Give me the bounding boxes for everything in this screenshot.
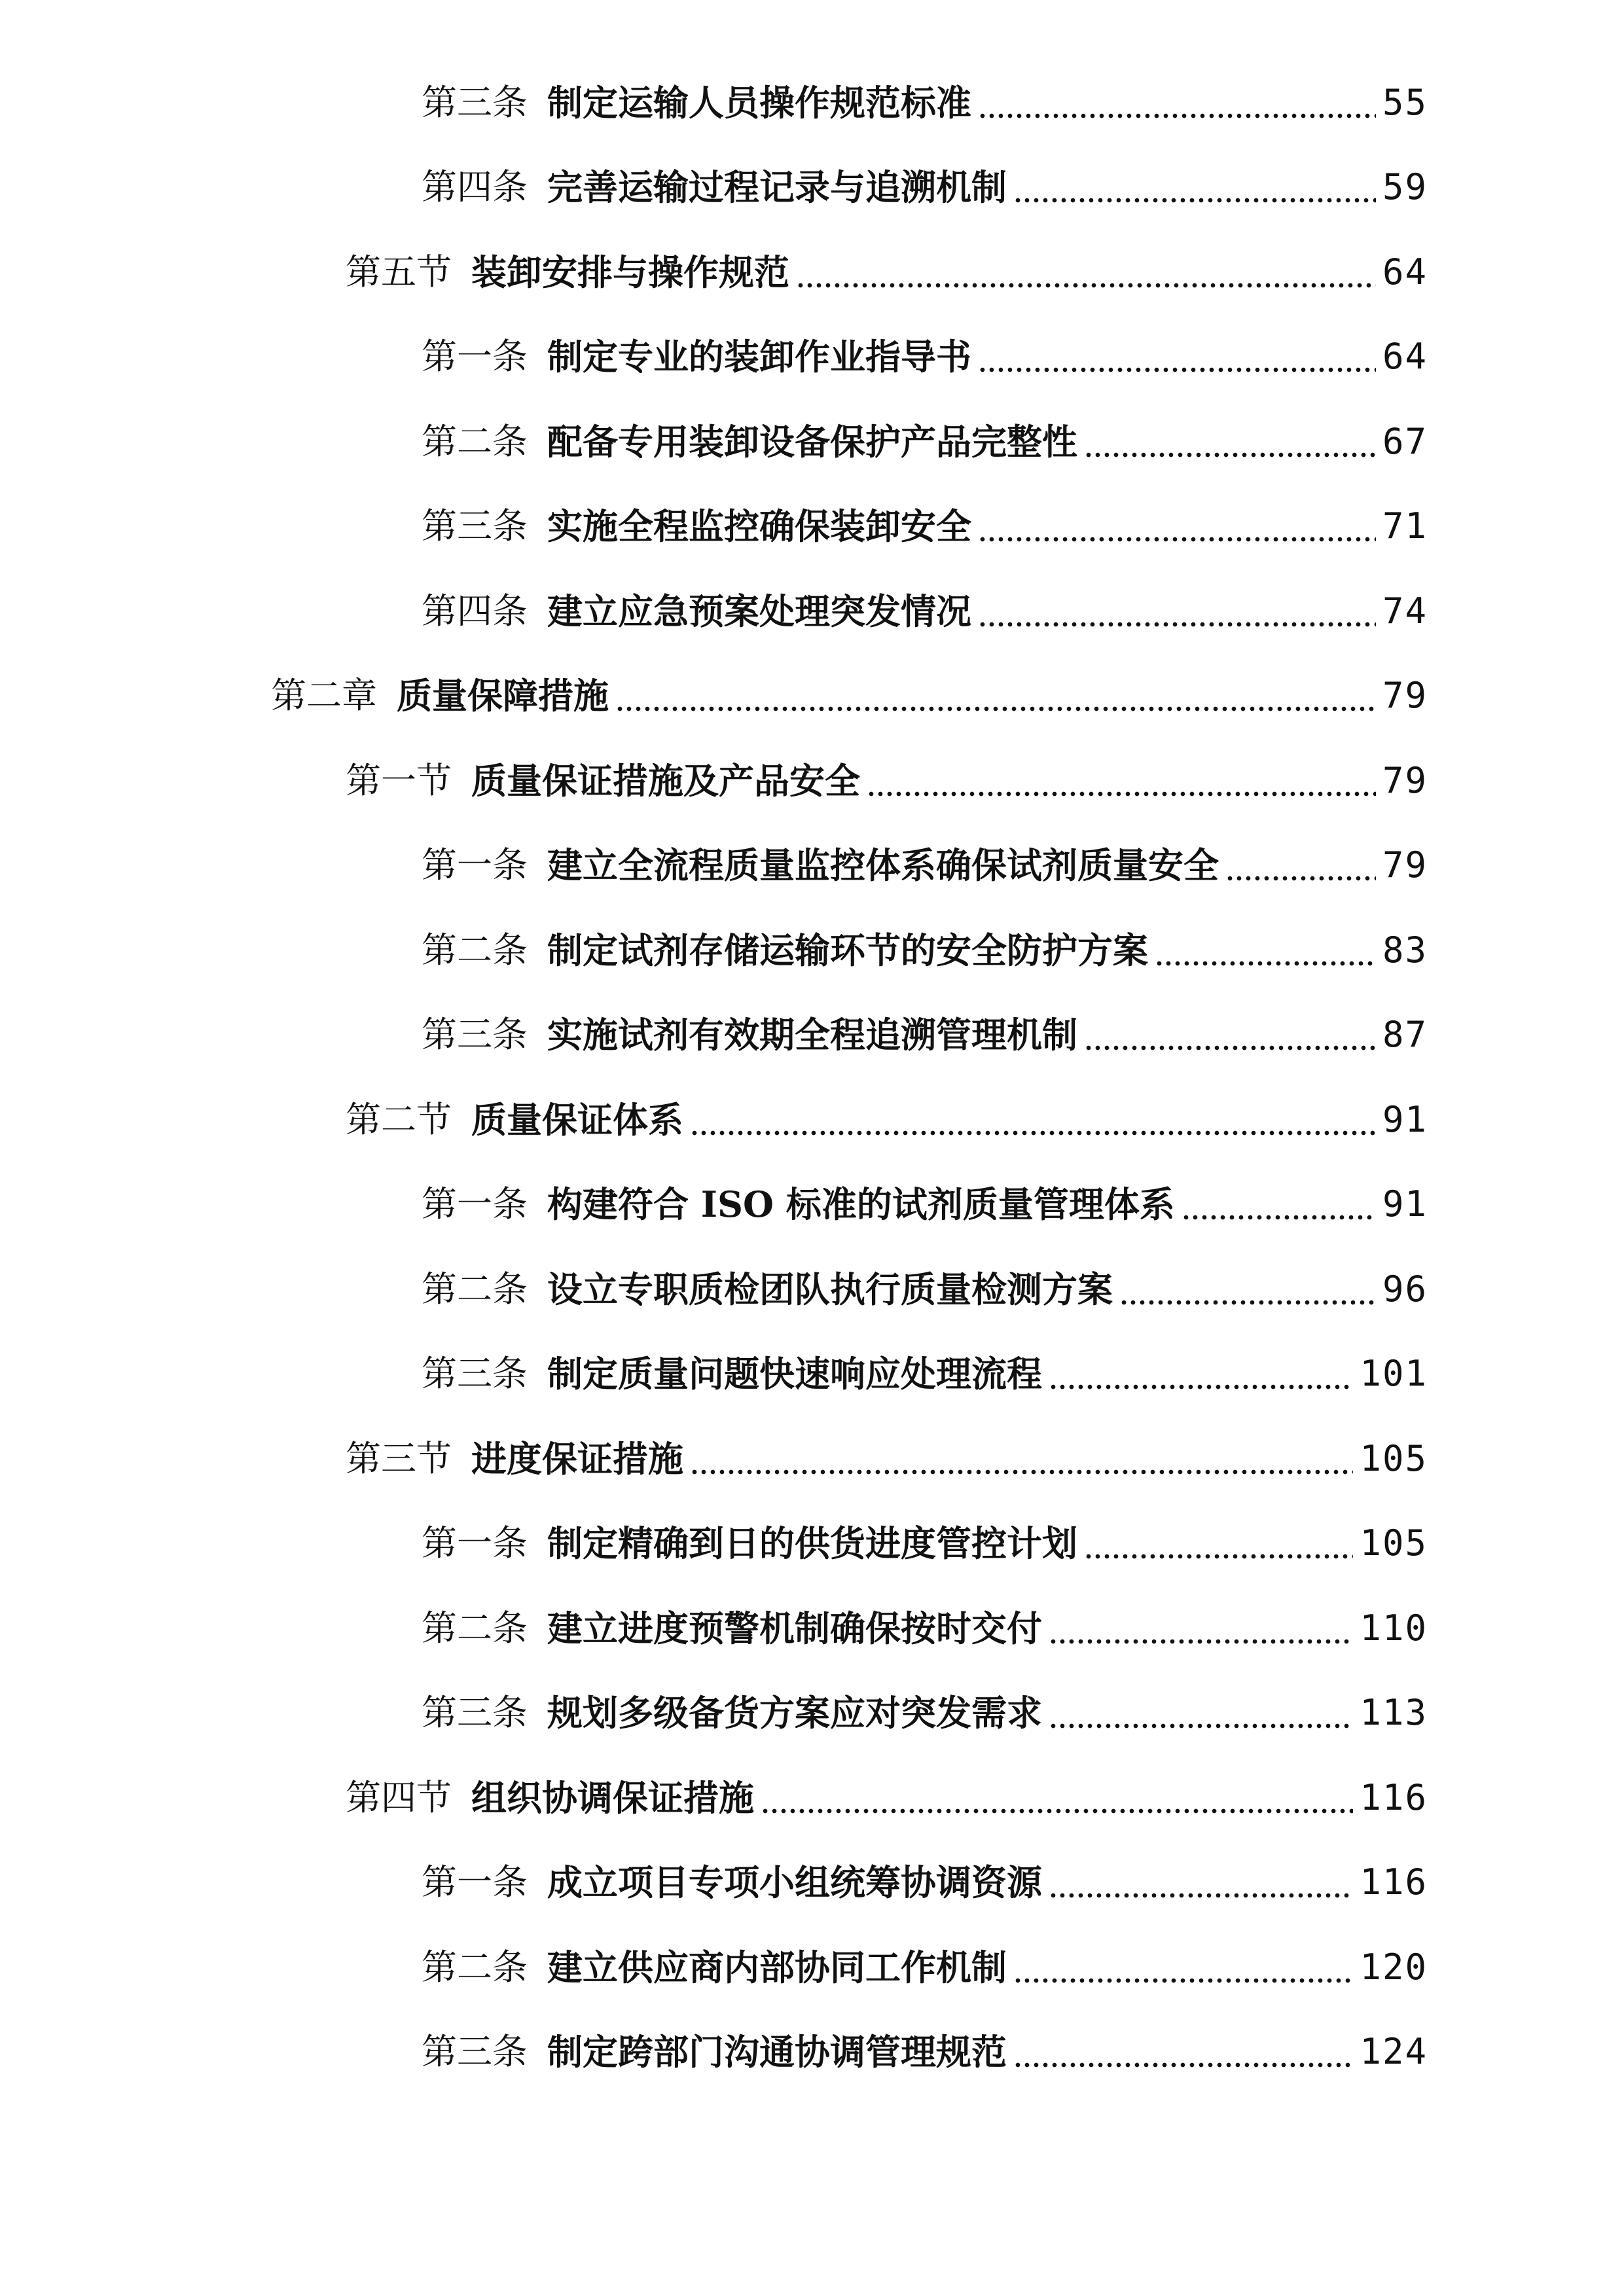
toc-entry-article[interactable]	[0, 484, 1624, 569]
toc-entry-article[interactable]	[0, 145, 1624, 230]
toc-entry-title: 质量保证措施及产品安全	[471, 759, 860, 802]
dot-leader	[1182, 1187, 1376, 1222]
toc-entry-title: 制定试剂存储运输环节的安全防护方案	[547, 929, 1148, 971]
toc-entry-label: 第三条	[422, 1014, 528, 1056]
dot-leader	[1049, 1611, 1353, 1646]
toc-entry-section[interactable]	[0, 1077, 1624, 1162]
toc-entry-title: 成立项目专项小组统筹协调资源	[547, 1861, 1042, 1904]
toc-entry-title: 质量保证体系	[471, 1098, 683, 1141]
toc-entry-title: 设立专职质检团队执行质量检测方案	[547, 1268, 1113, 1310]
toc-entry-page: 96	[1382, 1268, 1428, 1310]
toc-entry-title: 实施试剂有效期全程追溯管理机制	[547, 1014, 1077, 1056]
toc-entry-label: 第一条	[422, 1522, 528, 1564]
toc-entry-page: 124	[1360, 2031, 1428, 2073]
toc-entry-title: 建立供应商内部协同工作机制	[547, 1946, 1007, 1988]
toc-entry-page: 71	[1382, 505, 1428, 547]
toc-entry-label: 第四条	[422, 166, 528, 208]
toc-entry-page: 64	[1382, 251, 1428, 293]
toc-entry-article[interactable]	[0, 1671, 1624, 1756]
toc-entry-page: 64	[1382, 336, 1428, 378]
toc-entry-title: 建立应急预案处理突发情况	[547, 590, 971, 632]
dot-leader	[978, 85, 1376, 120]
toc-entry-label: 第二节	[346, 1098, 452, 1140]
dot-leader	[761, 1780, 1353, 1816]
dot-leader	[615, 678, 1376, 713]
toc-entry-title: 制定精确到日的供货进度管控计划	[547, 1522, 1077, 1565]
toc-entry-page: 79	[1382, 759, 1428, 801]
toc-entry-label: 第三条	[422, 505, 528, 547]
dot-leader	[867, 763, 1376, 798]
toc-entry-title: 制定质量问题快速响应处理流程	[547, 1353, 1042, 1395]
dot-leader	[1049, 1695, 1353, 1731]
dot-leader	[1119, 1272, 1376, 1307]
toc-entry-article[interactable]	[0, 315, 1624, 400]
toc-entry-page: 55	[1382, 81, 1428, 123]
toc-entry-label: 第一条	[422, 336, 528, 378]
toc-entry-article[interactable]	[0, 2010, 1624, 2095]
toc-entry-label: 第二条	[422, 420, 528, 462]
toc-entry-article[interactable]	[0, 569, 1624, 654]
toc-entry-title: 建立全流程质量监控体系确保试剂质量安全	[547, 844, 1219, 887]
toc-entry-page: 74	[1382, 590, 1428, 632]
dot-leader	[1084, 1526, 1353, 1561]
toc-entry-label: 第三条	[422, 1353, 528, 1395]
toc-entry-page: 120	[1360, 1946, 1428, 1988]
toc-entry-page: 105	[1360, 1437, 1428, 1479]
toc-entry-article[interactable]	[0, 1162, 1624, 1247]
toc-entry-title: 装卸安排与操作规范	[471, 251, 789, 293]
toc-entry-label: 第四节	[346, 1776, 452, 1818]
toc-entry-article[interactable]	[0, 908, 1624, 993]
toc-entry-section[interactable]	[0, 738, 1624, 823]
toc-entry-label: 第一条	[422, 844, 528, 886]
toc-entry-page: 59	[1382, 166, 1428, 208]
toc-entry-title: 制定跨部门沟通协调管理规范	[547, 2031, 1007, 2073]
toc-entry-page: 87	[1382, 1014, 1428, 1056]
toc-entry-section[interactable]	[0, 1755, 1624, 1840]
toc-entry-page: 83	[1382, 929, 1428, 971]
toc-entry-title: 制定运输人员操作规范标准	[547, 81, 971, 124]
toc-entry-title: 制定专业的装卸作业指导书	[547, 336, 971, 378]
toc-entry-label: 第五节	[346, 251, 452, 293]
dot-leader	[796, 255, 1376, 290]
dot-leader	[1049, 1356, 1353, 1391]
toc-entry-label: 第二条	[422, 1946, 528, 1988]
toc-entry-label: 第二条	[422, 1268, 528, 1310]
toc-entry-page: 101	[1360, 1353, 1428, 1395]
toc-entry-chapter[interactable]	[0, 654, 1624, 739]
toc-entry-section[interactable]	[0, 230, 1624, 315]
toc-entry-article[interactable]	[0, 399, 1624, 484]
toc-entry-title: 完善运输过程记录与追溯机制	[547, 166, 1007, 209]
toc-entry-article[interactable]	[0, 1332, 1624, 1417]
toc-entry-title: 实施全程监控确保装卸安全	[547, 505, 971, 548]
toc-entry-label: 第一节	[346, 759, 452, 801]
toc-entry-article[interactable]	[0, 993, 1624, 1078]
toc-entry-article[interactable]	[0, 1247, 1624, 1332]
toc-entry-article[interactable]	[0, 1925, 1624, 2010]
dot-leader	[1013, 2034, 1353, 2070]
table-of-contents	[0, 60, 1624, 2094]
dot-leader	[978, 594, 1376, 629]
dot-leader	[1084, 424, 1376, 459]
toc-entry-page: 116	[1360, 1861, 1428, 1903]
toc-entry-label: 第二条	[422, 929, 528, 971]
toc-entry-label: 第三条	[422, 1692, 528, 1734]
dot-leader	[690, 1102, 1376, 1138]
toc-entry-page: 91	[1382, 1183, 1428, 1225]
dot-leader	[1155, 933, 1376, 968]
toc-entry-page: 91	[1382, 1098, 1428, 1140]
toc-entry-article[interactable]	[0, 1840, 1624, 1926]
toc-entry-page: 113	[1360, 1692, 1428, 1734]
toc-entry-label: 第三条	[422, 2031, 528, 2073]
toc-entry-title: 组织协调保证措施	[471, 1776, 754, 1819]
toc-entry-article[interactable]	[0, 60, 1624, 145]
toc-entry-title: 建立进度预警机制确保按时交付	[547, 1607, 1042, 1649]
toc-entry-title: 进度保证措施	[471, 1437, 683, 1480]
dot-leader	[978, 509, 1376, 544]
toc-entry-article[interactable]	[0, 1586, 1624, 1671]
dot-leader	[1049, 1865, 1353, 1900]
dot-leader	[1084, 1017, 1376, 1052]
toc-entry-label: 第二章	[271, 675, 377, 717]
toc-entry-label: 第一条	[422, 1183, 528, 1225]
toc-entry-article[interactable]	[0, 823, 1624, 908]
dot-leader	[1013, 1950, 1353, 1985]
dot-leader	[978, 339, 1376, 374]
toc-entry-title: 配备专用装卸设备保护产品完整性	[547, 420, 1077, 463]
toc-entry-page: 110	[1360, 1607, 1428, 1649]
toc-entry-title: 规划多级备货方案应对突发需求	[547, 1692, 1042, 1734]
toc-entry-label: 第四条	[422, 590, 528, 632]
toc-entry-title: 质量保障措施	[397, 675, 609, 717]
dot-leader	[690, 1441, 1353, 1477]
toc-entry-page: 105	[1360, 1522, 1428, 1564]
dot-leader	[1225, 848, 1376, 883]
toc-entry-label: 第三条	[422, 81, 528, 123]
toc-entry-page: 67	[1382, 420, 1428, 462]
toc-entry-section[interactable]	[0, 1416, 1624, 1501]
toc-entry-label: 第三节	[346, 1437, 452, 1479]
toc-entry-page: 79	[1382, 675, 1428, 717]
dot-leader	[1013, 170, 1376, 205]
toc-entry-title: 构建符合 ISO 标准的试剂质量管理体系	[547, 1183, 1175, 1226]
toc-entry-label: 第一条	[422, 1861, 528, 1903]
toc-entry-page: 79	[1382, 844, 1428, 886]
toc-entry-page: 116	[1360, 1776, 1428, 1818]
toc-entry-label: 第二条	[422, 1607, 528, 1649]
toc-entry-article[interactable]	[0, 1501, 1624, 1587]
